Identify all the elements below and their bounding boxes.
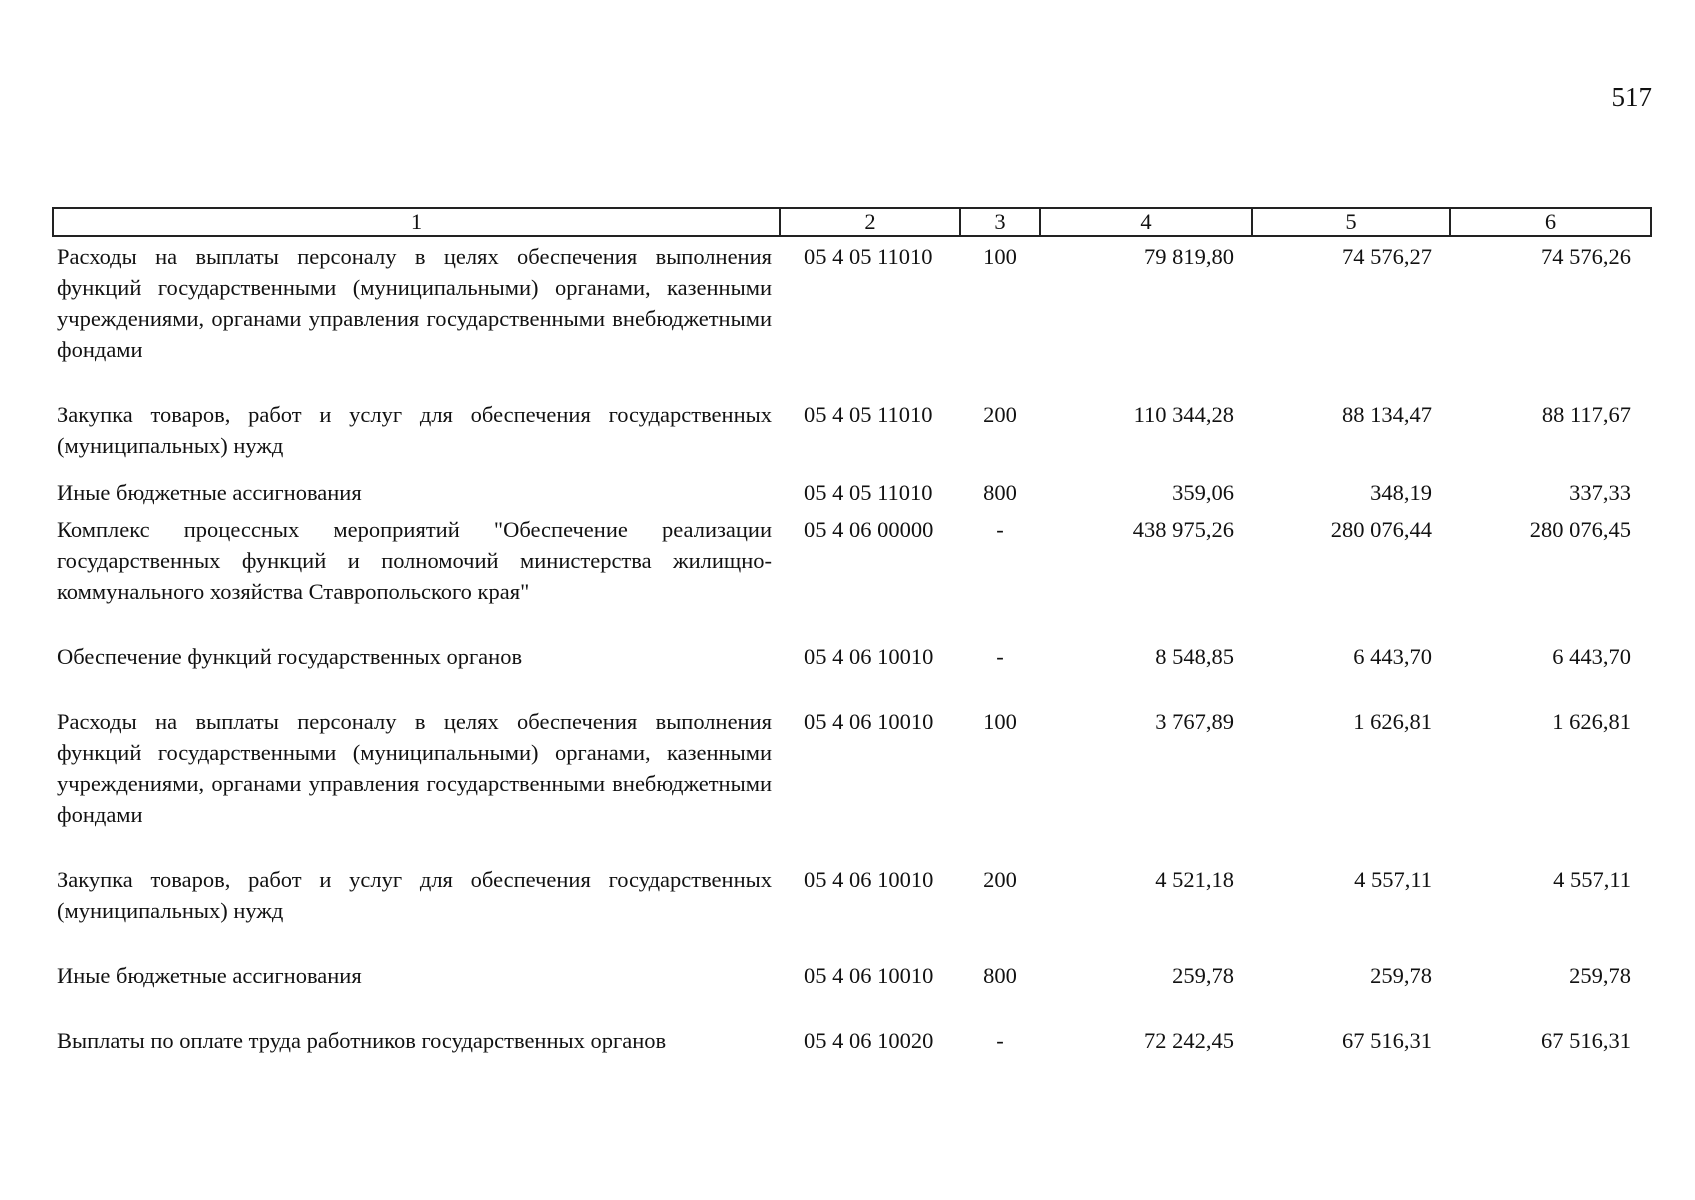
table-row xyxy=(53,395,1651,473)
header-col-5: 5 xyxy=(1252,208,1450,236)
row-name: Иные бюджетные ассигнования xyxy=(57,480,362,505)
row-name: Закупка товаров, работ и услуг для обеспечения государственных (муниципальных) нужд xyxy=(57,402,772,458)
table-row xyxy=(53,637,1651,702)
table-row xyxy=(53,860,1651,956)
row-code: 05 4 06 00000 xyxy=(804,517,934,542)
header-col-6: 6 xyxy=(1450,208,1651,236)
row-code: 05 4 06 10010 xyxy=(804,867,934,892)
row-value-5: 6 443,70 xyxy=(1353,644,1432,669)
row-value-5: 348,19 xyxy=(1370,480,1432,505)
row-value-6: 6 443,70 xyxy=(1552,644,1631,669)
row-value-5: 1 626,81 xyxy=(1353,709,1432,734)
row-code: 05 4 06 10010 xyxy=(804,644,934,669)
row-code: 05 4 06 10010 xyxy=(804,963,934,988)
table-body xyxy=(53,236,1651,1056)
row-type: 800 xyxy=(983,963,1017,988)
row-name: Иные бюджетные ассигнования xyxy=(57,963,362,988)
row-value-4: 110 344,28 xyxy=(1133,402,1234,427)
header-row xyxy=(53,208,1651,236)
table-row xyxy=(53,1021,1651,1056)
row-code: 05 4 05 11010 xyxy=(804,402,933,427)
row-value-6: 1 626,81 xyxy=(1552,709,1631,734)
table-row xyxy=(53,236,1651,395)
row-value-4: 4 521,18 xyxy=(1155,867,1234,892)
row-type: 100 xyxy=(983,709,1017,734)
row-name: Комплекс процессных мероприятий "Обеспечение реализации государственных функций и полномочий министерства жилищно-коммунального хозяйства Ставропольского края" xyxy=(57,517,772,604)
row-name: Закупка товаров, работ и услуг для обеспечения государственных (муниципальных) нужд xyxy=(57,867,772,923)
row-value-6: 88 117,67 xyxy=(1541,402,1631,427)
row-name: Расходы на выплаты персоналу в целях обеспечения выполнения функций государственными (муниципальными) органами, казенными учреждениями, органами управления государственными внебюджетными фондами xyxy=(57,244,772,362)
header-col-4: 4 xyxy=(1040,208,1252,236)
row-type: 200 xyxy=(983,402,1017,427)
row-value-6: 259,78 xyxy=(1569,963,1631,988)
row-name: Обеспечение функций государственных органов xyxy=(57,644,523,669)
row-value-4: 359,06 xyxy=(1172,480,1234,505)
row-value-5: 4 557,11 xyxy=(1354,867,1432,892)
row-value-4: 438 975,26 xyxy=(1132,517,1234,542)
row-type: 200 xyxy=(983,867,1017,892)
row-name: Расходы на выплаты персоналу в целях обеспечения выполнения функций государственными (муниципальными) органами, казенными учреждениями, органами управления государственными внебюджетными фондами xyxy=(57,709,772,827)
page-number: 517 xyxy=(1611,82,1652,112)
row-code: 05 4 06 10010 xyxy=(804,709,934,734)
row-name: Выплаты по оплате труда работников государственных органов xyxy=(57,1028,667,1053)
row-value-6: 67 516,31 xyxy=(1541,1028,1631,1053)
row-value-5: 67 516,31 xyxy=(1342,1028,1432,1053)
header-col-3: 3 xyxy=(960,208,1040,236)
table-header xyxy=(53,208,1651,236)
row-value-6: 280 076,45 xyxy=(1529,517,1631,542)
row-type: 100 xyxy=(983,244,1017,269)
row-value-6: 4 557,11 xyxy=(1553,867,1631,892)
table-row xyxy=(53,956,1651,1021)
row-code: 05 4 05 11010 xyxy=(804,480,933,505)
budget-table xyxy=(52,207,1652,1056)
row-code: 05 4 06 10020 xyxy=(804,1028,934,1053)
row-type: - xyxy=(996,644,1004,669)
table-row xyxy=(53,510,1651,637)
row-type: - xyxy=(996,517,1004,542)
table-row xyxy=(53,473,1651,510)
row-value-5: 280 076,44 xyxy=(1330,517,1432,542)
row-code: 05 4 05 11010 xyxy=(804,244,933,269)
row-value-4: 3 767,89 xyxy=(1155,709,1234,734)
row-type: - xyxy=(996,1028,1004,1053)
row-type: 800 xyxy=(983,480,1017,505)
header-col-1: 1 xyxy=(53,208,780,236)
header-col-2: 2 xyxy=(780,208,960,236)
row-value-4: 259,78 xyxy=(1172,963,1234,988)
table-row xyxy=(53,702,1651,860)
row-value-4: 79 819,80 xyxy=(1144,244,1234,269)
row-value-6: 74 576,26 xyxy=(1541,244,1631,269)
row-value-5: 74 576,27 xyxy=(1342,244,1432,269)
row-value-4: 72 242,45 xyxy=(1144,1028,1234,1053)
row-value-6: 337,33 xyxy=(1569,480,1631,505)
row-value-5: 88 134,47 xyxy=(1342,402,1432,427)
row-value-4: 8 548,85 xyxy=(1155,644,1234,669)
row-value-5: 259,78 xyxy=(1370,963,1432,988)
